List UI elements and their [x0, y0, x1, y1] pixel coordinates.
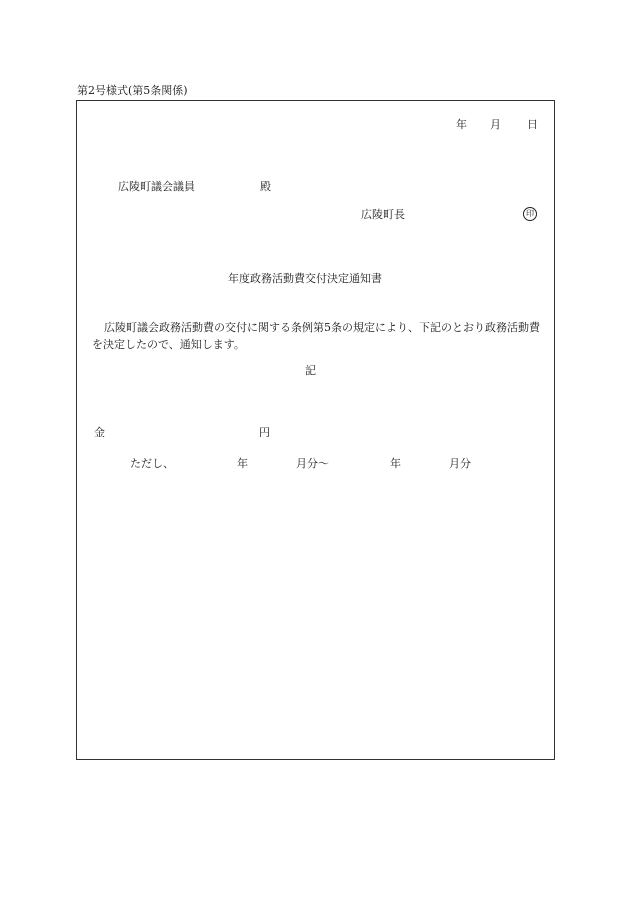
date-month-label: 月 [490, 118, 501, 131]
form-label: 第2号様式(第5条関係) [77, 84, 188, 97]
date-day-label: 日 [527, 118, 538, 131]
period-month-end: 月分 [449, 457, 471, 470]
period-lead: ただし、 [130, 457, 174, 470]
issuer-name: 広陵町長 [361, 208, 405, 221]
period-month-start: 月分～ [296, 457, 329, 470]
amount-unit: 円 [259, 426, 270, 439]
amount-prefix: 金 [94, 426, 105, 439]
addressee-name: 広陵町議会議員 [118, 180, 195, 193]
body-paragraph: 広陵町議会政務活動費の交付に関する条例第5条の規定により、下記のとおり政務活動費を決定したので、通知します。 [92, 321, 540, 351]
document-title: 年度政務活動費交付決定通知書 [228, 272, 382, 285]
addressee-honorific: 殿 [260, 180, 271, 193]
document-frame [76, 100, 555, 760]
date-year-label: 年 [456, 118, 467, 131]
record-mark: 記 [305, 364, 316, 377]
period-year-end: 年 [390, 457, 401, 470]
period-year-start: 年 [237, 457, 248, 470]
seal-mark: 印 [523, 207, 537, 221]
